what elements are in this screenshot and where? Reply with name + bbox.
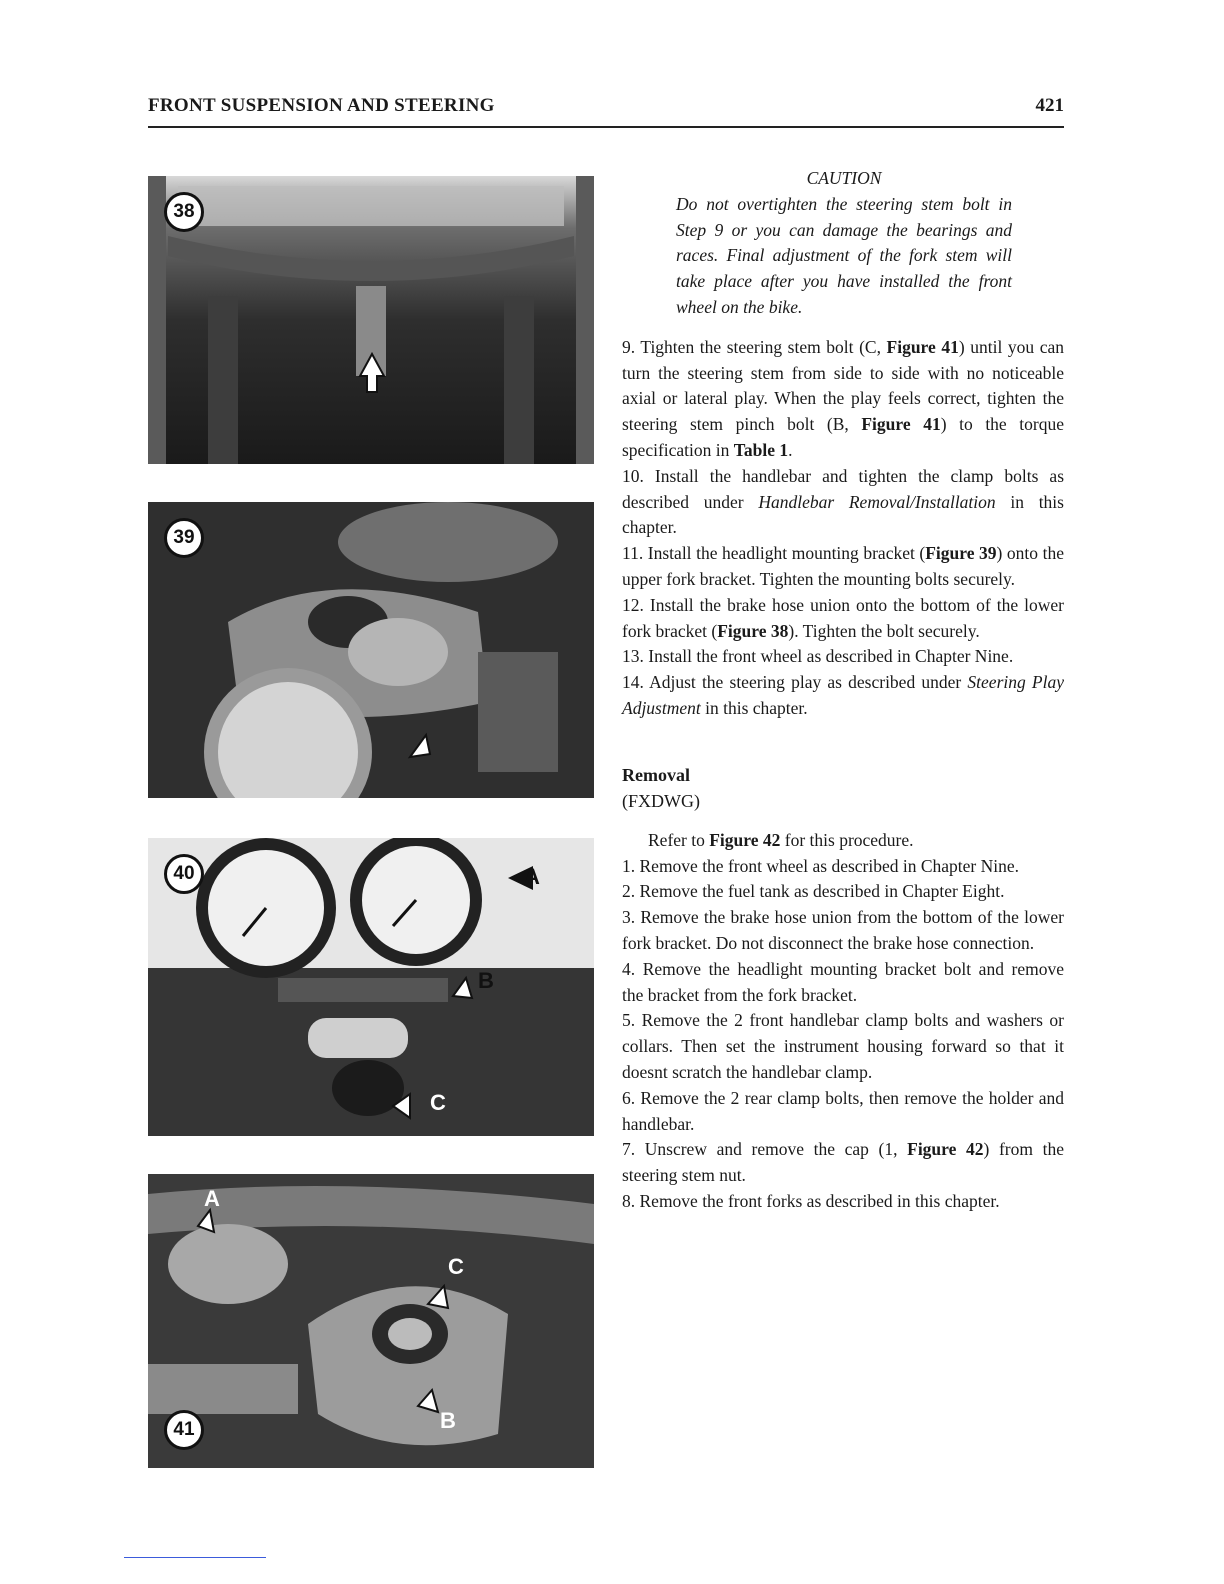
figure-40-photo	[148, 838, 594, 1136]
step-text: Install the handlebar and tighten the clamp bolts as described under	[622, 465, 1065, 512]
step-text: in this chapter.	[622, 491, 1064, 538]
step-text: Remove the 2 front handlebar clamp bolts and washers or collars. Then set the instrument housing forward so that it doesnt scratch the handlebar clamp.	[622, 1010, 1065, 1082]
step-number: 14.	[622, 672, 644, 693]
procedure-step	[622, 1137, 1064, 1189]
procedure-step	[622, 1189, 1064, 1215]
caution-text: Do not overtighten the steering stem bolt in Step 9 or you can damage the bearings and races. Final adjustment of the fork stem will take place after you have installed the front wheel on the bike.	[676, 193, 1012, 317]
procedure-step	[622, 1008, 1064, 1085]
callout-b: B	[478, 968, 494, 993]
procedure-step	[622, 905, 1064, 957]
footnote-rule	[124, 1557, 266, 1558]
procedure-step	[622, 593, 1064, 645]
step-text: in this chapter.	[700, 697, 808, 718]
step-text: Remove the 2 rear clamp bolts, then remove the holder and handlebar.	[622, 1087, 1065, 1134]
callout-b: B	[440, 1408, 456, 1433]
step-text: Tighten the steering stem bolt (C,	[640, 336, 887, 357]
step-text: Install the front wheel as described in Chapter Nine.	[648, 646, 1014, 667]
step-number: 12.	[622, 594, 644, 615]
figure-reference: Figure 42	[907, 1139, 984, 1160]
callout-a: A	[524, 864, 540, 889]
figure-reference: Figure 39	[925, 543, 997, 564]
step-text: Remove the front wheel as described in Chapter Nine.	[639, 855, 1020, 876]
step-text: Unscrew and remove the cap (1,	[644, 1139, 908, 1160]
figure-reference: Figure 41	[861, 414, 941, 435]
step-number: 4.	[622, 958, 636, 979]
procedure-step	[622, 670, 1064, 722]
figure-reference: Figure 42	[709, 829, 781, 850]
figure-39-photo	[148, 502, 594, 798]
section-reference: Steering Play Adjustment	[622, 672, 1064, 718]
step-text: ) until you can turn the steering stem from side to side with no noticeable axial or lateral play. When the play feels correct, tighten the steering stem pinch bolt (B,	[622, 336, 1064, 435]
step-text: for this procedure.	[780, 829, 914, 850]
procedure-step	[622, 854, 1064, 880]
step-text: .	[788, 439, 793, 460]
figure-39-label: 39	[164, 518, 204, 558]
running-title: FRONT SUSPENSION AND STEERING	[148, 95, 495, 116]
callout-a: A	[204, 1186, 220, 1211]
step-number: 10.	[622, 465, 644, 486]
procedure-step	[622, 541, 1064, 593]
section-reference: Handlebar Removal/Installation	[758, 491, 996, 512]
step-number: 7.	[622, 1139, 636, 1160]
figure-38-photo	[148, 176, 594, 464]
callout-c: C	[448, 1254, 464, 1279]
figure-41-image	[148, 1174, 594, 1468]
section-heading: Removal	[622, 764, 690, 785]
step-number: 3.	[622, 907, 636, 928]
procedure-step	[622, 1086, 1064, 1138]
step-text: Remove the fuel tank as described in Chapter Eight.	[639, 881, 1005, 902]
step-number: 1.	[622, 855, 636, 876]
step-text: Install the brake hose union onto the bottom of the lower fork bracket (	[622, 594, 1064, 641]
step-text: Adjust the steering play as described under	[649, 672, 968, 693]
procedure-step	[622, 957, 1064, 1009]
callout-c: C	[430, 1090, 446, 1115]
page-number: 421	[1035, 95, 1064, 116]
steps-list-bottom	[622, 854, 1064, 1215]
step-number: 11.	[622, 543, 644, 564]
figure-40-label: 40	[164, 854, 204, 894]
body-text-column	[622, 166, 1064, 1215]
figure-reference: Table 1	[733, 439, 789, 460]
procedure-step	[622, 879, 1064, 905]
step-text: Remove the headlight mounting bracket bolt and remove the bracket from the fork bracket.	[622, 958, 1064, 1005]
step-number: 13.	[622, 646, 644, 667]
step-text: ) onto the upper fork bracket. Tighten the mounting bolts securely.	[622, 543, 1064, 589]
step-text: Install the headlight mounting bracket (	[647, 543, 926, 564]
procedure-step	[622, 335, 1064, 464]
page-header	[148, 92, 1064, 128]
step-number: 5.	[622, 1010, 636, 1031]
step-text: Remove the front forks as described in this chapter.	[639, 1190, 1000, 1211]
step-text: Remove the brake hose union from the bottom of the lower fork bracket. Do not disconnect the brake hose connection.	[622, 907, 1064, 953]
procedure-intro	[622, 828, 1064, 854]
procedure-step	[622, 464, 1064, 541]
step-text: ). Tighten the bolt securely.	[788, 620, 980, 641]
step-number: 8.	[622, 1190, 636, 1211]
procedure-step	[622, 644, 1064, 670]
steps-list-top	[622, 335, 1064, 722]
caution-title: CAUTION	[806, 168, 882, 188]
figure-reference: Figure 38	[717, 620, 789, 641]
step-number: 6.	[622, 1087, 636, 1108]
step-text: ) from the steering stem nut.	[622, 1139, 1065, 1186]
figure-reference: Figure 41	[886, 336, 959, 357]
step-text: Refer to	[648, 829, 710, 850]
caution-box	[676, 166, 1012, 321]
step-number: 2.	[622, 881, 636, 902]
section-subheading: (FXDWG)	[622, 790, 700, 811]
figure-38-label: 38	[164, 192, 204, 232]
figure-41-label: 41	[164, 1410, 204, 1450]
figure-38-image	[148, 176, 594, 464]
figure-39-image	[148, 502, 594, 798]
figure-41-photo	[148, 1174, 594, 1468]
step-number: 9.	[622, 336, 636, 357]
step-text: ) to the torque specification in	[622, 414, 1064, 460]
